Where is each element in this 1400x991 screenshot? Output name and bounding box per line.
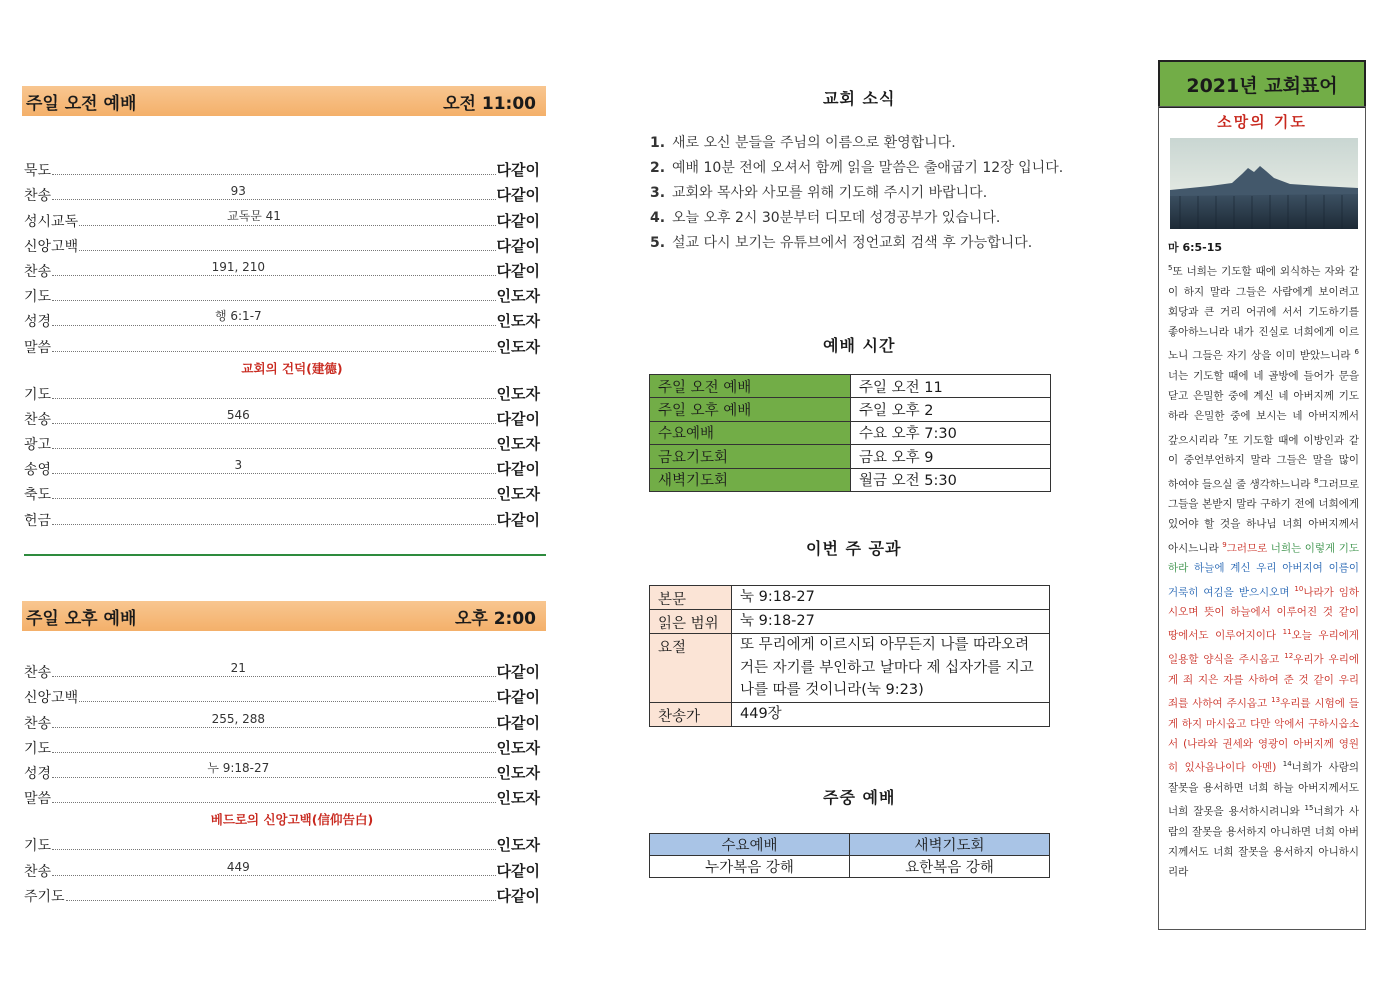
verse-num: 9 [1222, 540, 1227, 549]
table-row [650, 421, 1051, 444]
afternoon-service-title: 주일 오후 예배 [26, 608, 137, 629]
dot-leader [79, 208, 495, 226]
verse-num: 12 [1284, 652, 1294, 661]
weekday-header-dawn: 새벽기도회 [850, 834, 1050, 856]
table-row [650, 468, 1051, 491]
weekday-table [649, 833, 1050, 878]
weekday-value-row [650, 856, 1050, 878]
order-item-name: 성시교독 [24, 213, 79, 230]
order-item-leader: 다같이 [496, 713, 540, 732]
table-key: 요절 [650, 634, 732, 703]
dot-leader [52, 407, 495, 424]
verse-num: 5 [1168, 264, 1173, 272]
order-item-name: 광고 [24, 437, 52, 454]
table-value: 눅 9:18-27 [732, 610, 1050, 634]
verse-7: 또 기도할 때에 이방인과 같이 중언부언하지 말라 그들은 말을 많이 하여야 들으실 줄 생각하느니라 [1168, 434, 1359, 491]
order-row [24, 682, 540, 707]
order-item-name: 기도 [24, 838, 52, 855]
verse-5: 또 너희는 기도할 때에 외식하는 자와 같이 하지 말라 그들은 사람에게 보이려고 회당과 큰 거리 어귀에 서서 기도하기를 좋아하느니라 내가 진실로 너희에게 이르노니 그들은 자기 상을 이미 받았느니라 [1168, 265, 1359, 362]
verse-num: 11 [1282, 628, 1292, 637]
lesson-table [649, 585, 1050, 727]
order-row [24, 281, 540, 306]
mountain-landscape-image [1170, 138, 1358, 229]
dot-leader [52, 259, 495, 276]
order-item-name: 신앙고백 [24, 238, 79, 255]
order-item-name: 송영 [24, 462, 52, 479]
order-item-leader: 인도자 [496, 763, 540, 782]
order-item-name: 말씀 [24, 339, 52, 356]
scripture-reference: 마 6:5-15 [1168, 241, 1223, 254]
dot-leader [52, 802, 495, 803]
verse-11: 오늘 우리에게 일용할 양식을 주시옵고 [1168, 629, 1359, 666]
dot-leader [52, 524, 495, 525]
table-key: 금요기도회 [650, 445, 851, 468]
weekday-header-row [650, 834, 1050, 856]
order-row [24, 429, 540, 454]
order-item-value: 93 [230, 184, 246, 199]
order-item-value: 3 [234, 458, 243, 473]
order-item-value: 449 [226, 859, 250, 874]
order-row [24, 830, 540, 855]
dot-leader [52, 458, 495, 474]
order-item-name: 축도 [24, 487, 52, 504]
order-row [24, 758, 540, 783]
table-key: 읽은 범위 [650, 610, 732, 634]
order-row [24, 205, 540, 230]
section-divider [24, 554, 546, 556]
verse-6: 너는 기도할 때에 네 골방에 들어가 문을 닫고 은밀한 중에 계신 네 아버지께 기도하라 은밀한 중에 보시는 네 아버지께서 갚으시리라 [1168, 370, 1359, 447]
order-item-leader: 인도자 [496, 485, 540, 504]
verse-15: 너희가 사람의 잘못을 용서하지 아니하면 너희 아버지께서도 너희 잘못을 용서하지 아니하시리라 [1168, 805, 1359, 879]
order-item-leader: 다같이 [496, 663, 540, 682]
order-item-leader: 인도자 [496, 435, 540, 454]
verse-12: 우리가 우리에게 죄 지은 자를 사하여 준 것 같이 우리 죄를 사하여 주시옵고 [1168, 653, 1359, 710]
verse-9-a: 그러므로 [1226, 542, 1271, 555]
dot-leader [52, 711, 495, 728]
table-value: 눅 9:18-27 [732, 586, 1050, 610]
order-item-name: 묵도 [24, 163, 52, 180]
order-row [24, 155, 540, 180]
news-item-number: 1. [650, 135, 666, 151]
news-item-text: 교회와 목사와 사모를 위해 기도해 주시기 바랍니다. [672, 185, 988, 201]
morning-service-time: 오전 11:00 [443, 93, 536, 114]
morning-service-header [22, 86, 546, 116]
news-item [650, 156, 1090, 181]
table-row [650, 445, 1051, 468]
verse-num: 14 [1282, 760, 1292, 769]
verse-num: 6 [1354, 348, 1359, 357]
order-row [24, 504, 540, 529]
table-value: 449장 [732, 702, 1050, 726]
order-item-name: 말씀 [24, 791, 52, 808]
news-item [650, 206, 1090, 231]
news-item-number: 5. [650, 235, 666, 251]
verse-num: 15 [1304, 804, 1314, 813]
order-item-leader: 인도자 [496, 836, 540, 855]
verse-13: 우리를 시험에 들게 하지 마시옵고 다만 악에서 구하시옵소서 (나라와 권세와 영광이 아버지께 영원히 있사옵나이다 아멘) [1168, 697, 1359, 774]
table-key: 주일 오전 예배 [650, 375, 851, 398]
order-row [24, 657, 540, 682]
table-row [650, 375, 1051, 398]
prayer-title: 소망의 기도 [1217, 113, 1307, 131]
news-title: 교회 소식 [823, 89, 896, 108]
dot-leader [52, 849, 495, 850]
dot-leader [52, 498, 495, 499]
lesson-title: 이번 주 공과 [806, 539, 902, 558]
dot-leader [52, 752, 495, 753]
verse-10: 나라가 임하시오며 뜻이 하늘에서 이루어진 것 같이 땅에서도 이루어지이다 [1168, 586, 1359, 642]
order-row [24, 479, 540, 504]
order-item-leader: 인도자 [496, 789, 540, 808]
dot-leader [66, 900, 496, 901]
table-value: 월금 오전 5:30 [851, 468, 1051, 491]
dot-leader [52, 859, 495, 876]
news-item-text: 오늘 오후 2시 30분부터 디모데 성경공부가 있습니다. [672, 210, 1001, 226]
dot-leader [52, 351, 495, 352]
afternoon-order-list [24, 657, 540, 906]
verse-14: 너희가 사람의 잘못을 용서하면 너희 하늘 아버지께서도 너희 잘못을 용서하시려니와 [1168, 761, 1359, 818]
order-item-name: 기도 [24, 740, 52, 757]
dot-leader [52, 760, 495, 778]
table-key: 찬송가 [650, 702, 732, 726]
order-item-name: 찬송 [24, 863, 52, 880]
worship-times-table [649, 374, 1051, 492]
order-row [24, 404, 540, 429]
order-row [24, 707, 540, 732]
table-key: 본문 [650, 586, 732, 610]
dot-leader [79, 701, 495, 702]
verse-num: 10 [1294, 584, 1304, 593]
order-row [24, 855, 540, 880]
order-item-name: 헌금 [24, 512, 52, 529]
dot-leader [52, 309, 495, 326]
order-item-value: 255, 288 [211, 711, 266, 726]
table-value: 금요 오후 9 [851, 445, 1051, 468]
weekday-header-wed: 수요예배 [650, 834, 850, 856]
order-item-leader: 인도자 [496, 287, 540, 306]
order-item-leader: 인도자 [496, 337, 540, 356]
news-item-text: 설교 다시 보기는 유튜브에서 정언교회 검색 후 가능합니다. [672, 235, 1033, 251]
order-row [24, 379, 540, 404]
verse-9-c: 하늘에 계신 우리 아버지여 이름이 거룩히 여김을 받으시오며 [1168, 562, 1359, 599]
afternoon-service-time: 오후 2:00 [454, 608, 536, 629]
order-row [24, 256, 540, 281]
order-item-name: 성경 [24, 765, 52, 782]
order-row [24, 306, 540, 331]
weekday-value-wed: 누가복음 강해 [650, 856, 850, 878]
table-value: 주일 오전 11 [851, 375, 1051, 398]
weekday-title: 주중 예배 [823, 788, 896, 807]
order-item-name: 찬송 [24, 411, 52, 428]
table-row [650, 702, 1050, 726]
order-item-leader: 다같이 [496, 861, 540, 880]
order-row [24, 783, 540, 808]
dot-leader [52, 661, 495, 677]
dot-leader [52, 174, 495, 175]
news-item-text: 새로 오신 분들을 주님의 이름으로 환영합니다. [672, 135, 956, 151]
sermon-title: 교회의 건덕(建德) [241, 360, 343, 376]
order-row [24, 331, 540, 356]
order-row [24, 454, 540, 479]
order-item-name: 찬송 [24, 665, 52, 682]
verse-9-b: 너희는 이렇게 기도하라 [1168, 542, 1359, 575]
order-item-leader: 인도자 [496, 312, 540, 331]
order-item-name: 찬송 [24, 263, 52, 280]
verse-num: 8 [1313, 476, 1319, 485]
order-item-value: 21 [230, 661, 246, 676]
order-item-leader: 다같이 [496, 510, 540, 529]
verse-8: 그러므로 그들을 본받지 말라 구하기 전에 너희에게 있어야 할 것을 하나님 너희 아버지께서 아시느니라 [1168, 478, 1359, 555]
dot-leader [79, 250, 495, 251]
scripture-text [1168, 258, 1359, 882]
order-item-value: 누 9:18-27 [207, 760, 270, 775]
news-item [650, 181, 1090, 206]
order-item-name: 찬송 [24, 715, 52, 732]
order-item-name: 기도 [24, 289, 52, 306]
order-item-leader: 다같이 [496, 688, 540, 707]
order-item-leader: 다같이 [496, 261, 540, 280]
table-row [650, 398, 1051, 421]
news-item-number: 3. [650, 185, 666, 201]
order-row [24, 881, 540, 906]
news-item-number: 2. [650, 160, 666, 176]
order-item-name: 성경 [24, 314, 52, 331]
morning-service-title: 주일 오전 예배 [26, 93, 137, 114]
worship-times-title: 예배 시간 [823, 336, 896, 355]
verse-num: 7 [1223, 432, 1229, 441]
order-item-leader: 다같이 [496, 886, 540, 905]
news-item-text: 예배 10분 전에 오셔서 함께 읽을 말씀은 출애굽기 12장 입니다. [672, 160, 1064, 176]
table-row [650, 610, 1050, 634]
afternoon-service-header [22, 601, 546, 631]
dot-leader [52, 184, 495, 200]
order-item-leader: 다같이 [496, 211, 540, 230]
order-item-value: 191, 210 [211, 259, 266, 274]
morning-order-list [24, 155, 540, 530]
sermon-title: 베드로의 신앙고백(信仰告白) [210, 812, 374, 828]
order-item-name: 신앙고백 [24, 690, 79, 707]
table-row [650, 634, 1050, 703]
news-item [650, 231, 1090, 256]
dot-leader [52, 300, 495, 301]
news-list [650, 131, 1090, 256]
order-item-leader: 다같이 [496, 460, 540, 479]
table-value: 또 무리에게 이르시되 아무든지 나를 따라오려거든 자기를 부인하고 날마다 제 십자가를 지고 나를 따를 것이니라(눅 9:23) [732, 634, 1050, 703]
order-row [24, 733, 540, 758]
order-item-value: 행 6:1-7 [214, 309, 262, 324]
table-row [650, 586, 1050, 610]
table-key: 수요예배 [650, 421, 851, 444]
order-item-leader: 다같이 [496, 161, 540, 180]
order-item-leader: 다같이 [496, 236, 540, 255]
table-value: 주일 오후 2 [851, 398, 1051, 421]
order-item-value: 교독문 41 [227, 208, 281, 223]
prayer-box [1158, 106, 1366, 930]
order-item-name: 기도 [24, 386, 52, 403]
verse-num: 13 [1271, 696, 1281, 705]
order-item-leader: 인도자 [496, 738, 540, 757]
order-item-leader: 다같이 [496, 186, 540, 205]
order-item-name: 찬송 [24, 188, 52, 205]
order-item-leader: 인도자 [496, 384, 540, 403]
table-key: 새벽기도회 [650, 468, 851, 491]
dot-leader [52, 448, 495, 449]
order-item-value: 546 [226, 407, 250, 422]
order-row [24, 180, 540, 205]
order-item-name: 주기도 [24, 888, 65, 905]
weekday-value-dawn: 요한복음 강해 [850, 856, 1050, 878]
motto-title-box [1158, 60, 1366, 108]
dot-leader [52, 398, 495, 399]
motto-title: 2021년 교회표어 [1186, 74, 1338, 97]
table-key: 주일 오후 예배 [650, 398, 851, 421]
order-row [24, 231, 540, 256]
news-item-number: 4. [650, 210, 666, 226]
news-item [650, 131, 1090, 156]
table-value: 수요 오후 7:30 [851, 421, 1051, 444]
order-item-leader: 다같이 [496, 409, 540, 428]
